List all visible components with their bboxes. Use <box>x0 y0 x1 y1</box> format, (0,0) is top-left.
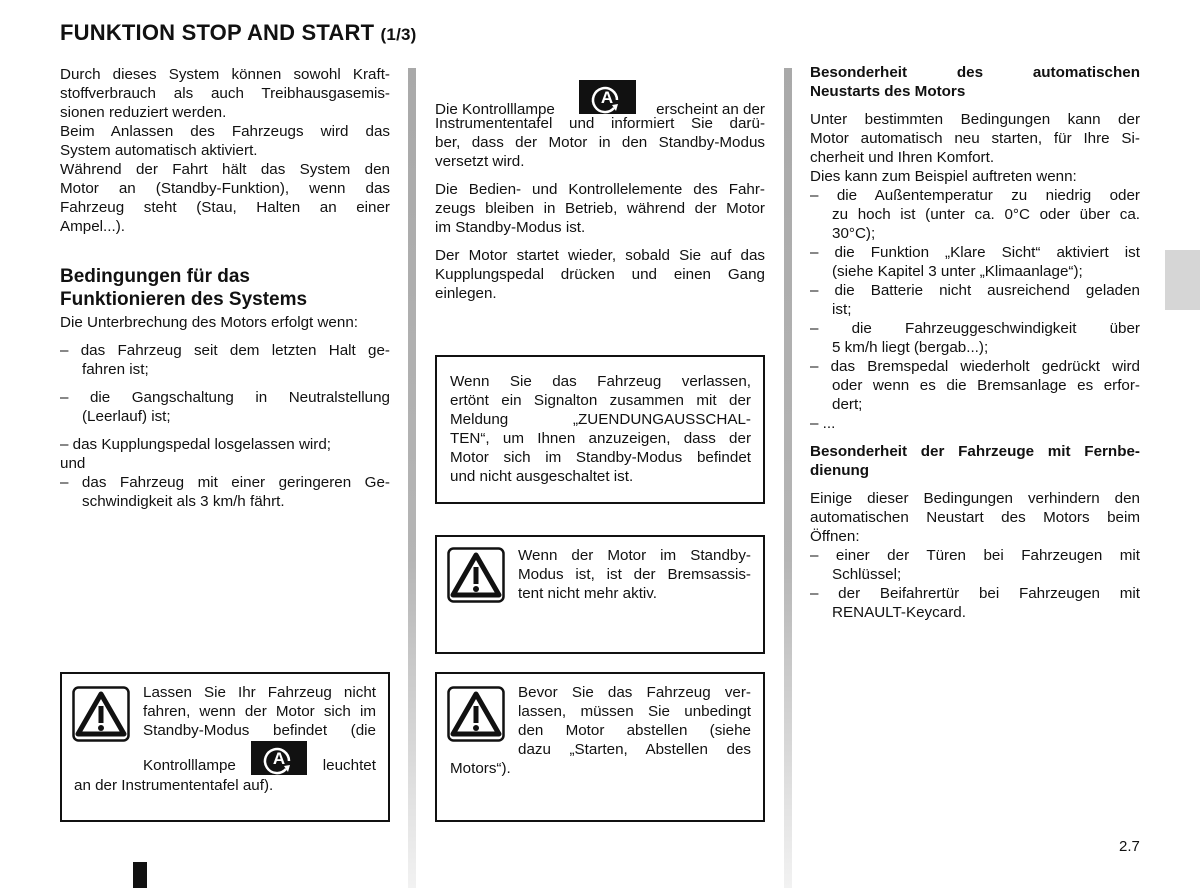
warning-triangle-icon <box>72 686 130 742</box>
list-item-line: – die Fahrzeuggeschwindigkeit über <box>810 320 1140 337</box>
text-line: Wenn Sie das Fahrzeug verlassen, <box>450 373 751 390</box>
text-span: erscheint an der <box>656 101 765 118</box>
text-line: fahren, wenn der Motor sich im <box>143 703 376 720</box>
list-item-line: (Leerlauf) ist; <box>82 408 171 425</box>
text-line: sionen reduziert werden. <box>60 104 227 121</box>
text-line: Unter bestimmten Bedingungen kann der <box>810 111 1140 128</box>
column-divider <box>784 68 792 888</box>
conditions-list <box>60 313 390 511</box>
spacer <box>60 426 390 435</box>
text-line: dazu „Starten, Abstellen des <box>518 741 751 758</box>
warning-triangle-icon <box>447 686 505 742</box>
list-item-line: (siehe Kapitel 3 unter „Klimaanlage“); <box>832 263 1083 280</box>
svg-text:A: A <box>273 749 286 768</box>
list-item-line: – das Fahrzeug mit einer geringeren Ge- <box>60 474 390 491</box>
text-line: im Standby-Modus ist. <box>435 219 586 236</box>
list-item-line: schwindigkeit als 3 km/h fährt. <box>82 493 285 510</box>
text-line: TEN“, um Ihnen anzuzeigen, dass der <box>450 430 751 447</box>
list-item-line: – das Bremspedal wiederholt gedrückt wird <box>810 358 1140 375</box>
text-line: stoffverbrauch als auch Treibhausgasemis- <box>60 85 390 102</box>
warning-triangle-icon <box>447 547 505 603</box>
list-item-line: – das Fahrzeug seit dem letzten Halt ge- <box>60 342 390 359</box>
text-line: Während der Fahrt hält das System den <box>60 161 390 178</box>
text-line: System automatisch aktiviert. <box>60 142 258 159</box>
text-line: zeugs bleiben in Betrieb, während der Motor <box>435 200 765 217</box>
list-item-line: 30°C); <box>832 225 876 242</box>
text-line: Motors“). <box>450 760 511 777</box>
page-marker <box>133 862 147 888</box>
column-divider <box>408 68 416 888</box>
text-line: automatischen Neustart des Motors beim <box>810 509 1140 526</box>
text-span: Die Kontrolllampe <box>435 101 555 118</box>
stop-start-lamp-icon <box>579 80 636 114</box>
list-item-line: 5 km/h liegt (bergab...); <box>832 339 989 356</box>
list-item-line: ist; <box>832 301 852 318</box>
text-line: versetzt wird. <box>435 153 525 170</box>
text-line: tent nicht mehr aktiv. <box>518 585 657 602</box>
svg-text:A: A <box>600 88 614 107</box>
chapter-tab <box>1165 250 1200 310</box>
text-line: und <box>60 455 86 472</box>
text-line: cherheit und Ihren Komfort. <box>810 149 995 166</box>
text-line: Besonderheit des automatischen <box>810 64 1140 81</box>
text-line: Meldung „ZUENDUNGAUSSCHAL- <box>450 411 751 428</box>
warning-box-brake-assist <box>435 535 765 654</box>
page-title <box>60 20 417 46</box>
text-line: Beim Anlassen des Fahrzeugs wird das <box>60 123 390 140</box>
text-span: leuchtet <box>322 757 376 774</box>
box-text <box>518 683 751 759</box>
text-line: Neustarts des Motors <box>810 83 966 100</box>
text-line: und nicht ausgeschaltet ist. <box>450 468 634 485</box>
list-item-line: RENAULT-Keycard. <box>832 604 966 621</box>
list-item-line: – ... <box>810 415 836 432</box>
text-line: einlegen. <box>435 285 497 302</box>
list-item-line: zu hoch ist (unter ca. 0°C oder über ca. <box>832 206 1140 223</box>
text-line: Ampel...). <box>60 218 125 235</box>
warning-box-standby <box>60 672 390 822</box>
text-line: dienung <box>810 462 870 479</box>
text-line: Dies kann zum Beispiel auftreten wenn: <box>810 168 1077 185</box>
list-item-line: dert; <box>832 396 863 413</box>
list-item-line: – die Gangschaltung in Neutralstellung <box>60 389 390 406</box>
spacer <box>810 433 1140 442</box>
warning-box-leave-vehicle <box>435 672 765 822</box>
standby-description <box>435 180 765 303</box>
text-line: Die Unterbrechung des Motors erfolgt wenn: <box>60 314 358 331</box>
text-line: ertönt ein Signalton zusammen mit der <box>450 392 751 409</box>
spacer <box>435 237 765 246</box>
text-line: Motor sich im Standby-Modus befindet <box>450 449 751 466</box>
list-item-line: Schlüssel; <box>832 566 902 583</box>
spacer <box>810 101 1140 110</box>
text-line: Durch dieses System können sowohl Kraft- <box>60 66 390 83</box>
info-box-signal <box>435 355 765 504</box>
text-line: Lassen Sie Ihr Fahrzeug nicht <box>143 684 376 701</box>
text-line: lassen, müssen Sie unbedingt <box>518 703 751 720</box>
text-line: Besonderheit der Fahrzeuge mit Fernbe- <box>810 443 1140 460</box>
lamp-line <box>435 80 765 118</box>
list-item-line: – die Batterie nicht ausreichend geladen <box>810 282 1140 299</box>
list-item-line: – der Beifahrertür bei Fahrzeugen mit <box>810 585 1140 602</box>
title-text: FUNKTION STOP AND START <box>60 20 375 45</box>
heading-line: Bedingungen für das <box>60 266 250 287</box>
list-item-line: oder wenn es die Bremsanlage es erfor- <box>832 377 1140 394</box>
restart-section <box>810 63 1140 622</box>
text-line: Wenn der Motor im Standby- <box>518 547 751 564</box>
list-item-line: – die Außentemperatur zu niedrig oder <box>810 187 1140 204</box>
text-line: Der Motor startet wieder, sobald Sie auf das <box>435 247 765 264</box>
text-line: Motor an (Standby-Funktion), wenn das <box>60 180 390 197</box>
stop-start-lamp-icon <box>251 741 307 775</box>
spacer <box>435 171 765 180</box>
text-line: Öffnen: <box>810 528 860 545</box>
text-line: an der Instrumententafel auf). <box>74 777 274 794</box>
text-line: Motor automatisch neu starten, für Ihre Si- <box>810 130 1140 147</box>
text-line: Standby-Modus befindet (die <box>143 722 376 739</box>
text-line: Fahrzeug steht (Stau, Halten an einer <box>60 199 390 216</box>
spacer <box>810 480 1140 489</box>
list-item-line: fahren ist; <box>82 361 149 378</box>
heading-line: Funktionieren des Systems <box>60 289 308 310</box>
list-item-line: – das Kupplungspedal losgelassen wird; <box>60 436 332 453</box>
text-line: Kupplungspedal drücken und einen Gang <box>435 266 765 283</box>
box-text <box>450 372 751 486</box>
section-heading <box>60 265 390 311</box>
spacer <box>60 332 390 341</box>
lamp-description <box>435 114 765 180</box>
page-number: 2.7 <box>1119 838 1140 855</box>
text-span: Kontrolllampe <box>143 757 236 774</box>
box-text <box>518 546 751 603</box>
title-part: (1/3) <box>380 25 417 44</box>
text-line: ber, dass der Motor in den Standby-Modus <box>435 134 765 151</box>
text-line: Instrumententafel und informiert Sie darü- <box>435 115 765 132</box>
list-item-line: – einer der Türen bei Fahrzeugen mit <box>810 547 1140 564</box>
intro-text <box>60 65 390 236</box>
text-line: den Motor abstellen (siehe <box>518 722 751 739</box>
list-item-line: – die Funktion „Klare Sicht“ aktiviert ist <box>810 244 1140 261</box>
text-line: Bevor Sie das Fahrzeug ver- <box>518 684 751 701</box>
spacer <box>60 379 390 388</box>
text-line: Einige dieser Bedingungen verhindern den <box>810 490 1140 507</box>
text-line: Die Bedien- und Kontrollelemente des Fahr- <box>435 181 765 198</box>
text-line: Modus ist, ist der Bremsassis- <box>518 566 751 583</box>
